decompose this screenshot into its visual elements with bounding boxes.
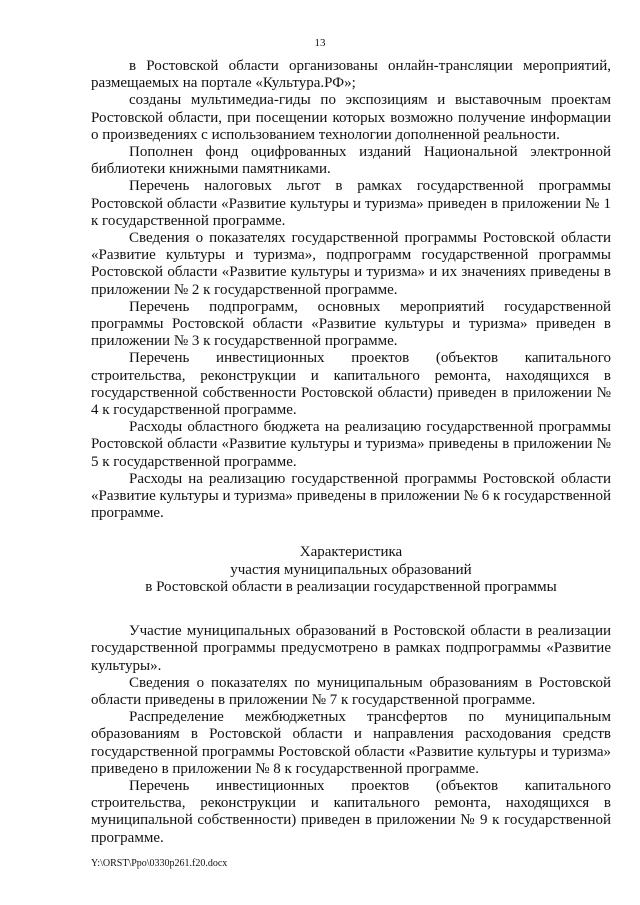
heading-line-3: в Ростовской области в реализации государственной программы — [145, 578, 557, 595]
paragraph: Перечень налоговых льгот в рамках государственной программы Ростовской области «Развитие культуры и туризма» приведен в приложении № 1 к государственной программе. — [91, 178, 611, 229]
section-heading — [91, 544, 611, 596]
heading-line-2: участия муниципальных образований — [230, 561, 472, 578]
paragraph: Перечень подпрограмм, основных мероприятий государственной программы Ростовской области «Развитие культуры и туризма» приведен в приложении № 3 к государственной программе. — [91, 298, 611, 350]
paragraph: Участие муниципальных образований в Ростовской области в реализации государственной программы предусмотрено в рамках подпрограммы «Развитие культуры». — [91, 623, 611, 674]
paragraph: Перечень инвестиционных проектов (объектов капитального строительства, реконструкции и капитального ремонта, находящихся в государственной собственности Ростовской области) приведен в приложении № 4 к государственной программе. — [91, 350, 611, 419]
paragraph: в Ростовской области организованы онлайн-трансляции мероприятий, размещаемых на портале «Культура.РФ»; — [91, 58, 611, 92]
paragraph: созданы мультимедиа-гиды по экспозициям и выставочным проектам Ростовской области, при посещении которых возможно получение информации о произведениях с использованием технологии дополненной реальности. — [91, 92, 611, 143]
paragraph: Распределение межбюджетных трансфертов по муниципальным образованиям в Ростовской области и направления расходования средств государственной программы Ростовской области «Развитие культуры и туризма» приведено в приложении № 8 к государственной программе. — [91, 709, 611, 777]
document-body — [91, 58, 611, 847]
paragraph: Сведения о показателях по муниципальным образованиям в Ростовской области приведены в приложении № 7 к государственной программе. — [91, 674, 611, 708]
paragraph: Перечень инвестиционных проектов (объектов капитального строительства, реконструкции и капитального ремонта, находящихся в муниципальной собственности) приведен в приложении № 9 к государственной программе. — [91, 777, 611, 846]
paragraph: Расходы областного бюджета на реализацию государственной программы Ростовской области «Развитие культуры и туризма» приведены в приложении № 5 к государственной программе. — [91, 419, 611, 470]
page-number: 13 — [314, 37, 326, 49]
paragraph: Расходы на реализацию государственной программы Ростовской области «Развитие культуры и туризма» приведены в приложении № 6 к государственной программе. — [91, 470, 611, 522]
heading-line-1: Характеристика — [299, 544, 403, 561]
paragraph: Сведения о показателях государственной программы Ростовской области «Развитие культуры и туризма», подпрограмм государственной программы Ростовской области «Развитие культуры и туризма» и их значениях приведены в приложении № 2 к государственной программе. — [91, 230, 611, 298]
paragraph: Пополнен фонд оцифрованных изданий Национальной электронной библиотеки книжными памятниками. — [91, 144, 611, 178]
file-path-footer: Y:\ORST\Ppo\0330p261.f20.docx — [91, 858, 228, 869]
